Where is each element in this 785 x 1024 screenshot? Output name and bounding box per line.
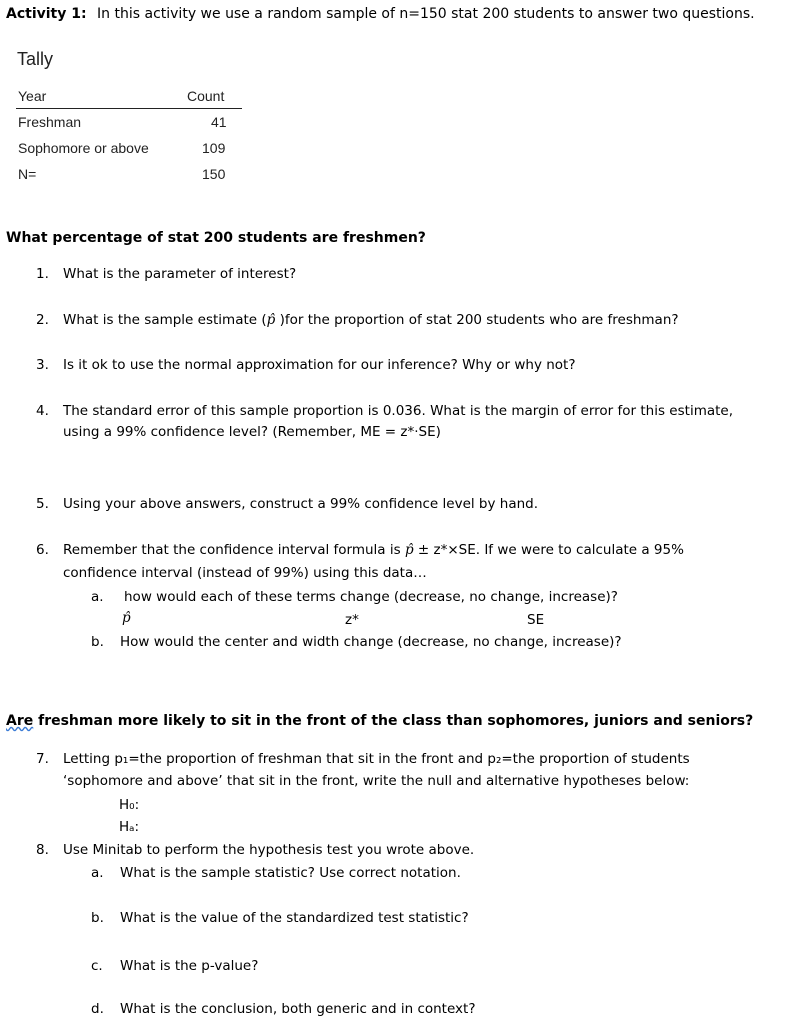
question-2-post: )for the proportion of stat 200 students who are freshman? <box>275 312 679 328</box>
question-8a-text: What is the sample statistic? Use correct notation. <box>120 865 461 881</box>
null-hypothesis-label: H₀: <box>119 797 140 813</box>
section-heading-freshmen-percentage: What percentage of stat 200 students are freshmen? <box>6 230 426 246</box>
question-8-text: Use Minitab to perform the hypothesis test you wrote above. <box>63 842 475 858</box>
activity-label: Activity 1: <box>6 6 87 22</box>
activity-header <box>6 6 755 22</box>
question-6-line-1-post: z*×SE. If we were to calculate a 95% <box>433 542 684 558</box>
table-row-count: 150 <box>202 166 226 182</box>
question-2-number: 2. <box>36 312 49 328</box>
question-6a-text: how would each of these terms change (decrease, no change, increase)? <box>124 589 618 605</box>
table-header-divider <box>16 108 242 109</box>
tally-title: Tally <box>17 49 54 69</box>
section-heading-front-of-class <box>6 713 753 729</box>
term-p-hat: p̂ <box>122 610 131 626</box>
question-4-line-1: The standard error of this sample proportion is 0.036. What is the margin of error for this estimate, <box>63 403 734 419</box>
question-5-text: Using your above answers, construct a 99% confidence level by hand. <box>63 496 539 512</box>
question-5-number: 5. <box>36 496 49 512</box>
heading-rest: freshman more likely to sit in the front of the class than sophomores, juniors and seniors? <box>33 713 754 729</box>
p-hat-symbol: p̂ <box>266 312 276 328</box>
table-row-label: Freshman <box>18 114 82 130</box>
table-row-count: 41 <box>211 114 227 130</box>
question-6b-letter: b. <box>91 634 104 650</box>
column-header-year: Year <box>18 88 47 104</box>
p-hat-plus-minus: p̂ ± <box>404 542 434 558</box>
term-se: SE <box>527 612 545 628</box>
question-6b-text: How would the center and width change (decrease, no change, increase)? <box>120 634 622 650</box>
question-2-pre: What is the sample estimate ( <box>63 312 267 328</box>
alternative-hypothesis-label: Hₐ: <box>119 819 139 835</box>
question-6-number: 6. <box>36 542 49 558</box>
question-3-text: Is it ok to use the normal approximation for our inference? Why or why not? <box>63 357 576 373</box>
term-z-star: z* <box>345 612 359 628</box>
heading-first-word: Are <box>6 713 34 729</box>
question-8b-text: What is the value of the standardized test statistic? <box>120 910 469 926</box>
question-3-number: 3. <box>36 357 49 373</box>
question-8c-text: What is the p-value? <box>120 958 259 974</box>
question-6-line-2: confidence interval (instead of 99%) using this data… <box>63 565 427 581</box>
table-row-label: Sophomore or above <box>18 140 149 156</box>
question-7-number: 7. <box>36 751 49 767</box>
question-6-line-1 <box>63 542 684 558</box>
question-8d-text: What is the conclusion, both generic and in context? <box>120 1001 476 1017</box>
column-header-count: Count <box>187 88 225 104</box>
table-row-label: N= <box>18 166 37 182</box>
question-8a-letter: a. <box>91 865 104 881</box>
question-8b-letter: b. <box>91 910 104 926</box>
question-4-line-2: using a 99% confidence level? (Remember, ME = z*·SE) <box>63 424 441 440</box>
question-7-line-2: ‘sophomore and above’ that sit in the front, write the null and alternative hypotheses below: <box>63 773 690 789</box>
question-1-number: 1. <box>36 266 49 282</box>
question-1-text: What is the parameter of interest? <box>63 266 297 282</box>
question-4-number: 4. <box>36 403 49 419</box>
table-row-count: 109 <box>202 140 226 156</box>
question-6a-letter: a. <box>91 589 104 605</box>
question-6-line-1-pre: Remember that the confidence interval formula is <box>63 542 405 558</box>
question-2-text <box>63 312 679 328</box>
question-8d-letter: d. <box>91 1001 104 1017</box>
activity-description: In this activity we use a random sample of n=150 stat 200 students to answer two questions. <box>97 6 755 22</box>
question-8c-letter: c. <box>91 958 103 974</box>
question-7-line-1: Letting p₁=the proportion of freshman that sit in the front and p₂=the proportion of students <box>63 751 690 767</box>
question-8-number: 8. <box>36 842 49 858</box>
